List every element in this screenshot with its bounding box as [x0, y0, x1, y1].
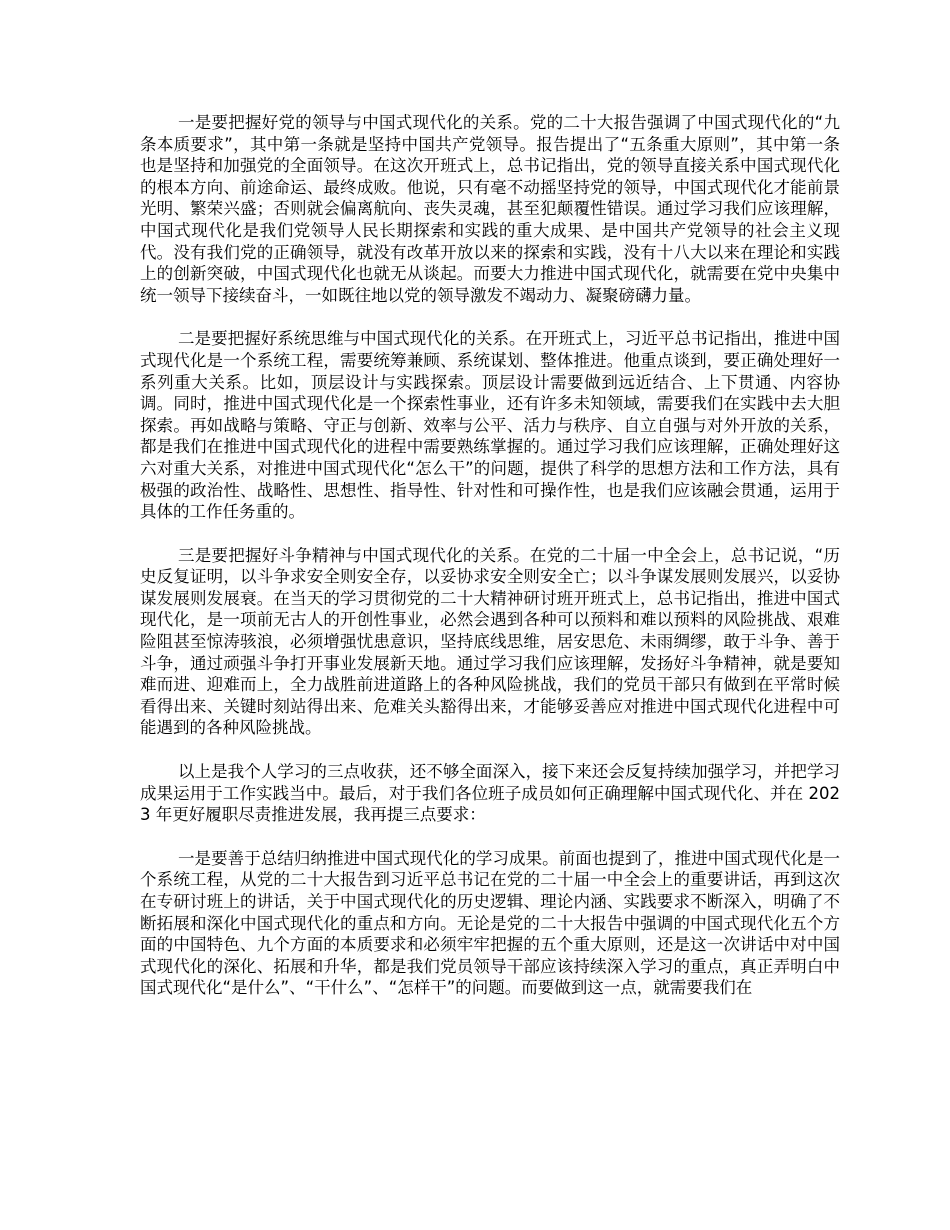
- paragraph-first-requirement: 一是要善于总结归纳推进中国式现代化的学习成果。前面也提到了，推进中国式现代化是一个系统工程，从党的二十大报告到习近平总书记在党的二十届一中全会上的重要讲话，再到这次在专研讨班上的讲话，关于中国式现代化的历史逻辑、理论内涵、实践要求不断深入，明确了不断拓展和深化中国式现代化的重点和方向。无论是党的二十大报告中强调的中国式现代化五个方面的中国特色、九个方面的本质要求和必须牢牢把握的五个重大原则，还是这一次讲话中对中国式现代化的深化、拓展和升华，都是我们党员领导干部应该持续深入学习的重点，真正弄明白中国式现代化“是什么”、“干什么”、“怎样干”的问题。而要做到这一点，就需要我们在: [140, 848, 840, 998]
- paragraph-struggle-spirit: 三是要把握好斗争精神与中国式现代化的关系。在党的二十届一中全会上，总书记说，“历史反复证明，以斗争求安全则安全存，以妥协求安全则安全亡；以斗争谋发展则发展兴，以妥协谋发展则发展衰。在当天的学习贯彻党的二十大精神研讨班开班式上，总书记指出，推进中国式现代化，是一项前无古人的开创性事业，必然会遇到各种可以预料和难以预料的风险挑战、艰难险阻甚至惊涛骇浪，必须增强忧患意识，坚持底线思维，居安思危、未雨绸缪，敢于斗争、善于斗争，通过顽强斗争打开事业发展新天地。通过学习我们应该理解，发扬好斗争精神，就是要知难而进、迎难而上，全力战胜前进道路上的各种风险挑战，我们的党员干部只有做到在平常时候看得出来、关键时刻站得出来、危难关头豁得出来，才能够妥善应对推进中国式现代化进程中可能遇到的各种风险挑战。: [140, 545, 840, 738]
- paragraph-summary: 以上是我个人学习的三点收获，还不够全面深入，接下来还会反复持续加强学习，并把学习成果运用于工作实践当中。最后，对于我们各位班子成员如何正确理解中国式现代化、并在 2023 年更好履职尽责推进发展，我再提三点要求：: [140, 762, 840, 825]
- paragraph-party-leadership: 一是要把握好党的领导与中国式现代化的关系。党的二十大报告强调了中国式现代化的“九条本质要求”，其中第一条就是坚持中国共产党领导。报告提出了“五条重大原则”，其中第一条也是坚持和加强党的全面领导。在这次开班式上，总书记指出，党的领导直接关系中国式现代化的根本方向、前途命运、最终成败。他说，只有毫不动摇坚持党的领导，中国式现代化才能前景光明、繁荣兴盛；否则就会偏离航向、丧失灵魂，甚至犯颠覆性错误。通过学习我们应该理解，中国式现代化是我们党领导人民长期探索和实践的重大成果、是中国共产党领导的社会主义现代。没有我们党的正确领导，就没有改革开放以来的探索和实践，没有十八大以来在理论和实践上的创新突破，中国式现代化也就无从谈起。而要大力推进中国式现代化，就需要在党中央集中统一领导下接续奋斗，一如既往地以党的领导激发不竭动力、凝聚磅礴力量。: [140, 113, 840, 305]
- document-page: [140, 112, 840, 999]
- paragraph-systems-thinking: 二是要把握好系统思维与中国式现代化的关系。在开班式上，习近平总书记指出，推进中国式现代化是一个系统工程，需要统筹兼顾、系统谋划、整体推进。他重点谈到，要正确处理好一系列重大关系。比如，顶层设计与实践探索。顶层设计需要做到远近结合、上下贯通、内容协调。同时，推进中国式现代化是一个探索性事业，还有许多未知领域，需要我们在实践中去大胆探索。再如战略与策略、守正与创新、效率与公平、活力与秩序、自立自强与对外开放的关系，都是我们在推进中国式现代化的进程中需要熟练掌握的。通过学习我们应该理解，正确处理好这六对重大关系，对推进中国式现代化“怎么干”的问题，提供了科学的思想方法和工作方法，具有极强的政治性、战略性、思想性、指导性、针对性和可操作性，也是我们应该融会贯通，运用于具体的工作任务重的。: [140, 329, 840, 522]
